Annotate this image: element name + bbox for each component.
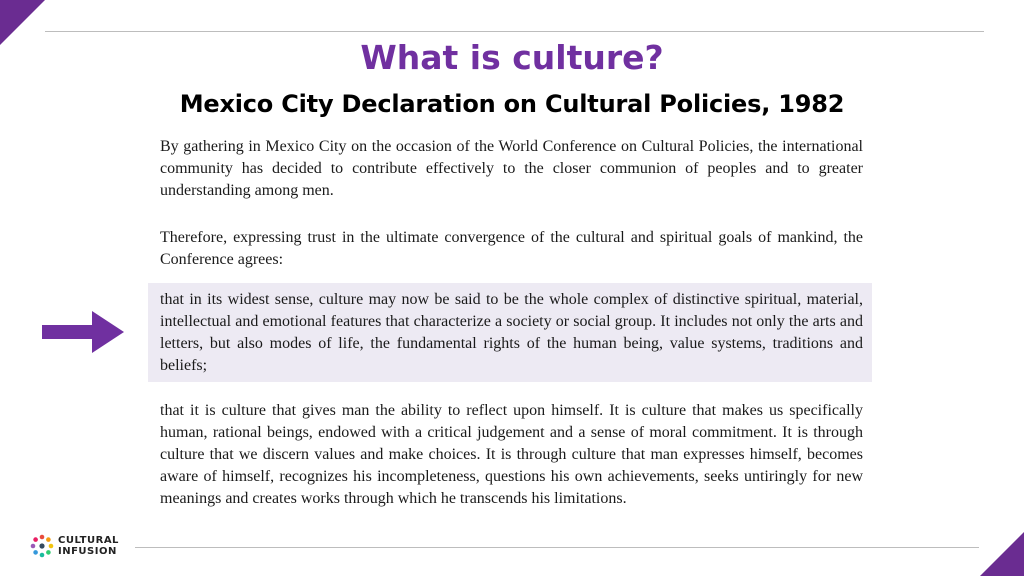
top-divider <box>45 31 984 32</box>
colorful-dots-logo-icon <box>30 534 54 558</box>
highlighted-paragraph: that in its widest sense, culture may now be said to be the whole complex of distinctive spiritual, material, intellectual and emotional features that characterize a society or social group. It includes not only the arts and letters, but also modes of life, the fundamental rights of the human being, value systems, traditions and beliefs; <box>160 291 863 374</box>
logo-text <box>58 535 119 557</box>
slide-subtitle: Mexico City Declaration on Cultural Policies, 1982 <box>179 90 845 118</box>
paragraph-1: By gathering in Mexico City on the occasion of the World Conference on Cultural Policies, the international community has decided to contribute effectively to the closer communion of peoples and to greater understanding among men. <box>160 138 863 199</box>
logo-line-2: INFUSION <box>58 546 117 557</box>
paragraph-4: that it is culture that gives man the ability to reflect upon himself. It is culture that makes us specifically human, rational beings, endowed with a critical judgement and a sense of moral commitment. It is through culture that we discern values and make choices. It is through culture that man expresses himself, becomes aware of himself, recognizes his incompleteness, questions his own achievements, seeks untiringly for new meanings and creates works through which he transcends his limitations. <box>160 402 863 507</box>
corner-decoration-bottom-right <box>980 532 1024 576</box>
paragraph-2: Therefore, expressing trust in the ultimate convergence of the cultural and spiritual goals of mankind, the Conference agrees: <box>160 229 863 268</box>
cultural-infusion-logo <box>30 533 130 561</box>
slide-title: What is culture? <box>360 38 664 77</box>
logo-line-1: CULTURAL <box>58 535 119 546</box>
right-arrow-icon <box>42 311 124 353</box>
bottom-divider <box>135 547 979 548</box>
